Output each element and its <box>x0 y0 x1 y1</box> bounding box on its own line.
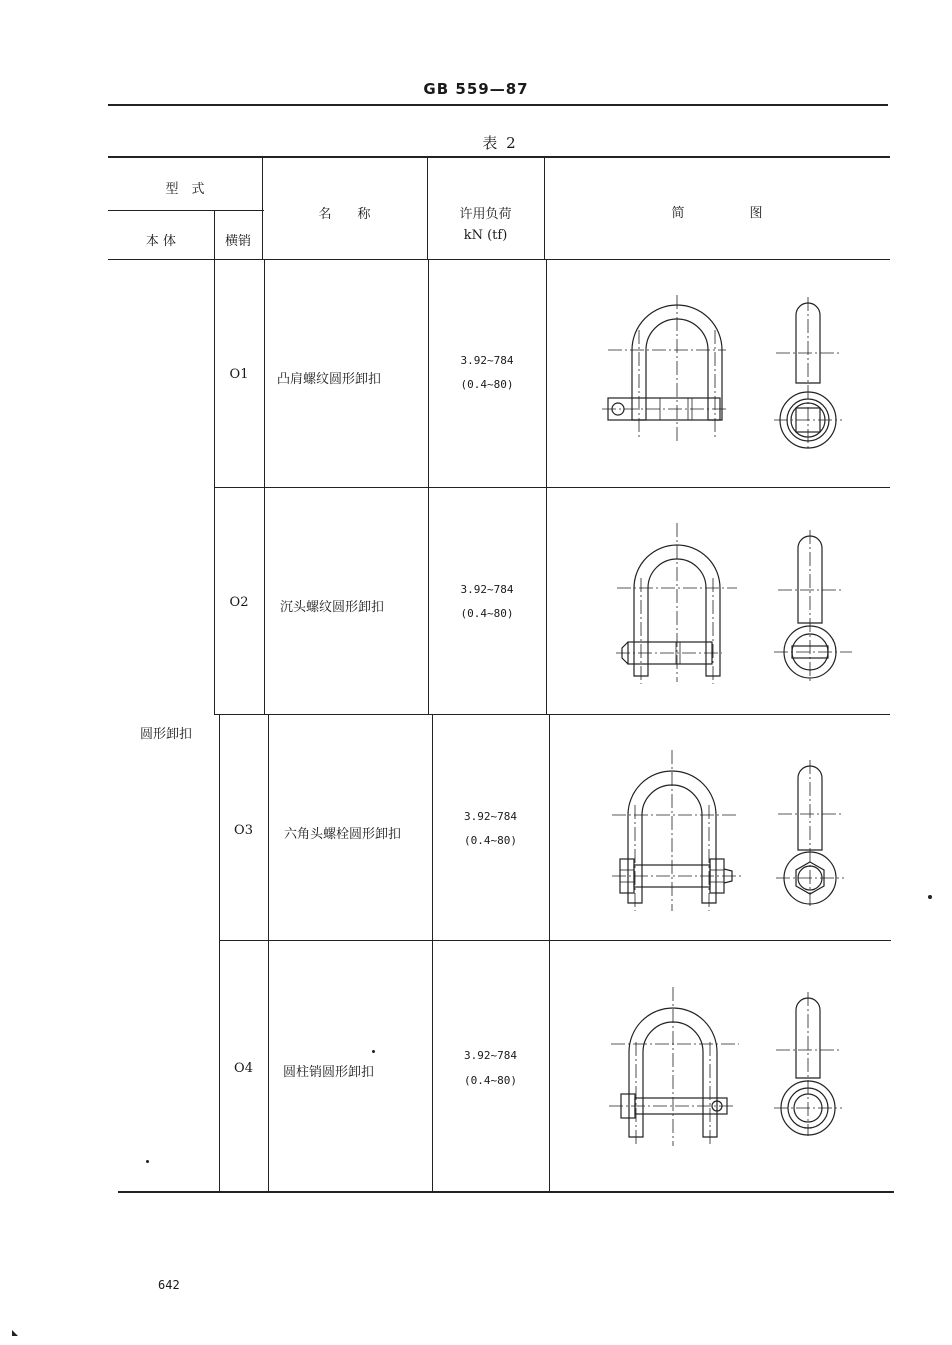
body-type-label: 圆形卸扣 <box>140 727 193 742</box>
row-name: 沉头螺纹圆形卸扣 <box>280 600 385 615</box>
row-code: O4 <box>234 1061 253 1076</box>
header-name: 名 称 <box>318 207 371 222</box>
type-subheader-rule <box>108 210 264 211</box>
shackle-side-view-drawing <box>768 990 848 1140</box>
col-divider <box>219 715 220 1192</box>
scan-speck <box>372 1050 375 1053</box>
row-load-tf: (0.4~80) <box>464 834 517 847</box>
header-bottom-rule <box>108 259 890 260</box>
col-divider <box>268 715 269 1192</box>
shackle-side-view-drawing <box>768 295 848 455</box>
row-code: O2 <box>229 595 249 610</box>
row-code: O1 <box>229 367 249 382</box>
shackle-front-view-drawing <box>605 982 745 1152</box>
header-diagram: 简 图 <box>671 206 763 221</box>
col-divider <box>432 715 433 1192</box>
row-code: O3 <box>234 823 253 838</box>
document-code: GB 559—87 <box>423 80 529 98</box>
row-divider <box>219 940 891 941</box>
row-divider <box>214 487 890 488</box>
row-load-kn: 3.92~784 <box>464 810 517 823</box>
shackle-front-view-drawing <box>600 290 730 450</box>
row-load-tf: (0.4~80) <box>460 607 514 620</box>
scan-speck <box>146 1160 149 1163</box>
row-name: 凸肩螺纹圆形卸扣 <box>277 372 382 387</box>
shackle-side-view-drawing <box>770 758 850 913</box>
row-load-kn: 3.92~784 <box>464 1049 517 1062</box>
row-name: 六角头螺栓圆形卸扣 <box>284 827 402 842</box>
table-caption: 表 2 <box>482 134 518 152</box>
corner-mark <box>12 1330 18 1336</box>
col-divider <box>264 260 265 715</box>
header-load-unit: kN (tf) <box>463 228 508 243</box>
shackle-front-view-drawing <box>612 518 742 688</box>
col-divider <box>549 715 550 1192</box>
header-type: 型 式 <box>165 182 205 197</box>
row-load-tf: (0.4~80) <box>460 378 514 391</box>
header-pin: 横销 <box>224 234 251 249</box>
row-load-kn: 3.92~784 <box>460 583 514 596</box>
header-load: 许用负荷 <box>459 207 512 222</box>
row-load-tf: (0.4~80) <box>464 1074 517 1087</box>
header-body: 本 体 <box>145 234 177 249</box>
scan-speck <box>928 895 932 899</box>
col-divider <box>214 260 215 715</box>
shackle-side-view-drawing <box>770 528 855 688</box>
row-load-kn: 3.92~784 <box>460 354 514 367</box>
col-divider <box>546 260 547 715</box>
shackle-front-view-drawing <box>608 745 748 915</box>
top-rule <box>108 104 888 106</box>
col-divider <box>428 260 429 715</box>
page-number: 642 <box>158 1278 180 1292</box>
table-top-rule <box>108 156 890 158</box>
row-name: 圆柱销圆形卸扣 <box>283 1065 375 1080</box>
table-bottom-rule <box>118 1191 894 1193</box>
row-divider <box>214 714 890 715</box>
